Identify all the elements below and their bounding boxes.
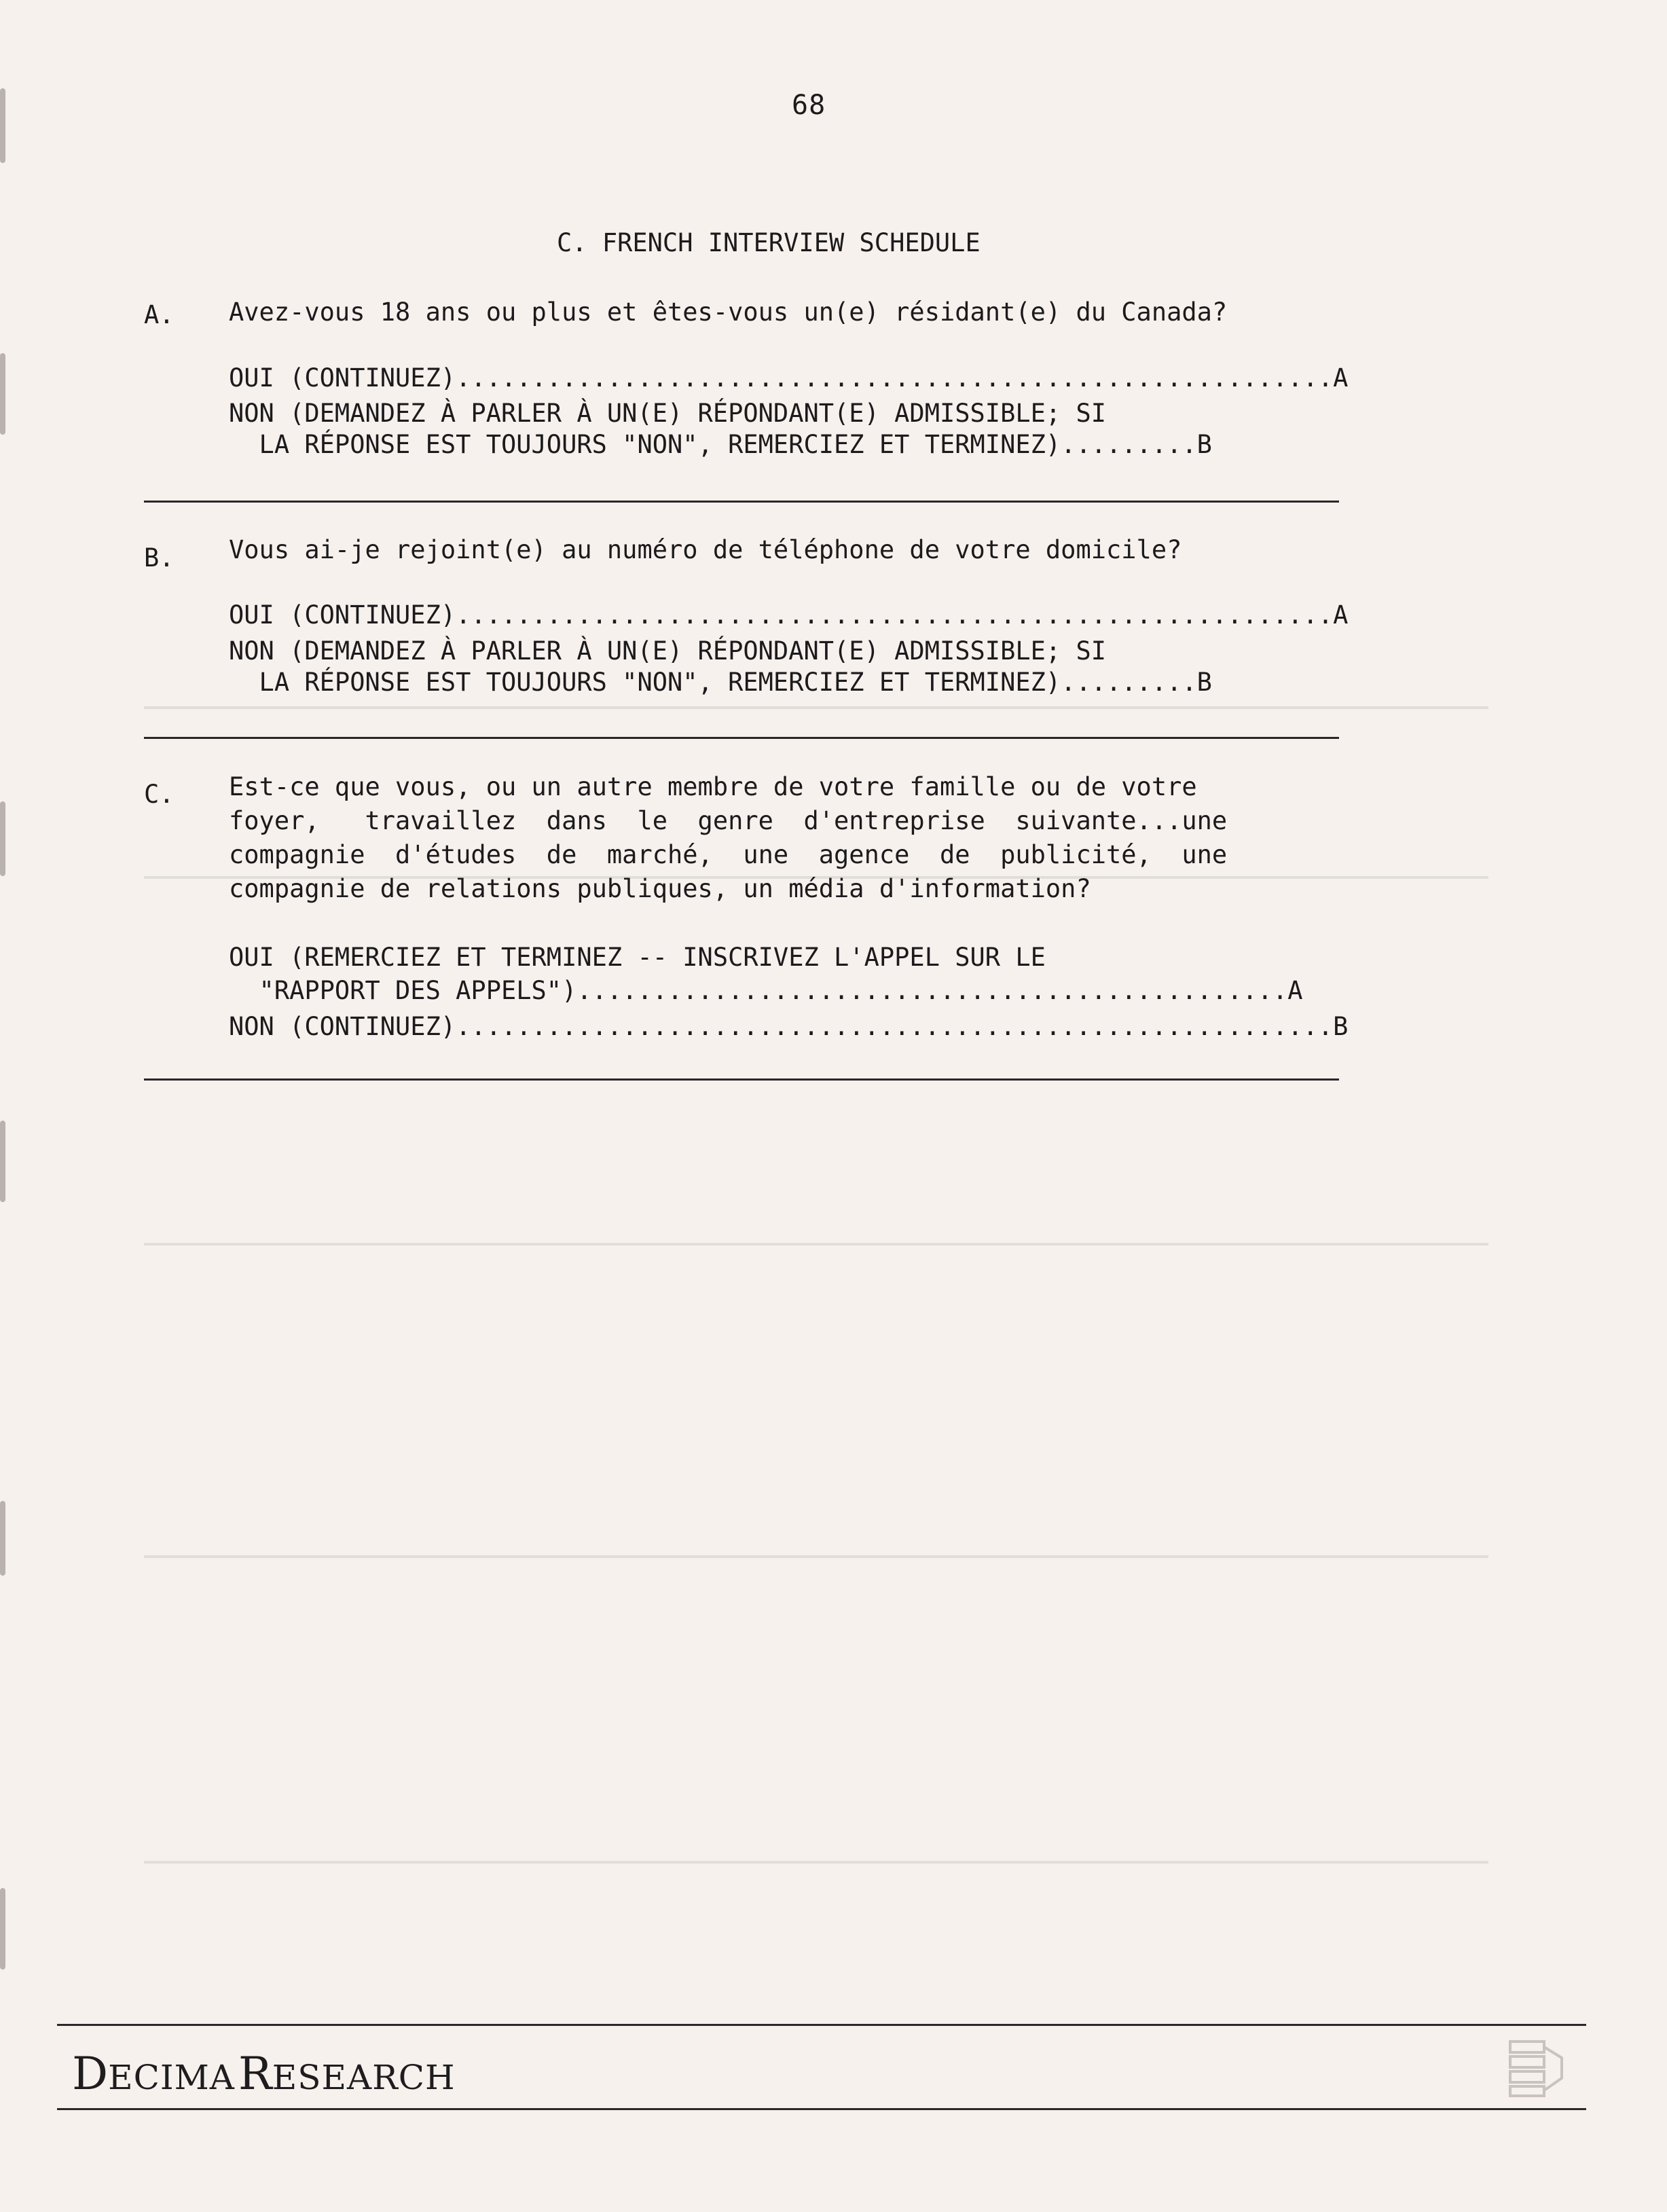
question-a-letter: A. bbox=[144, 300, 175, 329]
divider bbox=[144, 737, 1339, 739]
question-c-text-line: compagnie de relations publiques, un média d'information? bbox=[229, 874, 1091, 903]
page-number: 68 bbox=[792, 90, 826, 121]
question-c-letter: C. bbox=[144, 780, 175, 809]
question-a-option-yes: OUI (CONTINUEZ)..........................................................A bbox=[229, 363, 1349, 393]
question-c-text-line: compagnie d'études de marché, une agence de publicité, une bbox=[229, 840, 1228, 869]
binding-mark bbox=[0, 1888, 5, 1970]
question-c-option-yes: OUI (REMERCIEZ ET TERMINEZ -- INSCRIVEZ L'APPEL SUR LE bbox=[229, 943, 1046, 972]
question-b-option-no: NON (DEMANDEZ À PARLER À UN(E) RÉPONDANT(E) ADMISSIBLE; SI bbox=[229, 636, 1107, 666]
question-c-text-line: Est-ce que vous, ou un autre membre de votre famille ou de votre bbox=[229, 772, 1197, 801]
section-title: C. FRENCH INTERVIEW SCHEDULE bbox=[557, 228, 981, 257]
question-c-option-yes-cont: "RAPPORT DES APPELS")...............................................A bbox=[229, 976, 1303, 1005]
binding-mark bbox=[0, 1501, 5, 1576]
binding-mark bbox=[0, 1121, 5, 1202]
question-b-text: Vous ai-je rejoint(e) au numéro de téléphone de votre domicile? bbox=[229, 535, 1182, 564]
decima-logo-mark-icon bbox=[1506, 2037, 1567, 2099]
binding-mark bbox=[0, 801, 5, 876]
question-a-option-no: NON (DEMANDEZ À PARLER À UN(E) RÉPONDANT(E) ADMISSIBLE; SI bbox=[229, 399, 1107, 428]
question-b-option-yes: OUI (CONTINUEZ)..........................................................A bbox=[229, 600, 1349, 630]
logo-word: ECIMA bbox=[108, 2058, 235, 2097]
binding-mark bbox=[0, 353, 5, 435]
question-c-option-no: NON (CONTINUEZ)..........................................................B bbox=[229, 1012, 1349, 1041]
footer-rule-top bbox=[57, 2024, 1586, 2026]
divider bbox=[144, 1078, 1339, 1081]
binding-mark bbox=[0, 88, 5, 163]
divider bbox=[144, 501, 1339, 503]
footer-rule-bottom bbox=[57, 2108, 1586, 2110]
question-a-option-no-cont: LA RÉPONSE EST TOUJOURS "NON", REMERCIEZ ET TERMINEZ).........B bbox=[229, 430, 1212, 459]
question-b-option-no-cont: LA RÉPONSE EST TOUJOURS "NON", REMERCIEZ ET TERMINEZ).........B bbox=[229, 668, 1212, 697]
logo-word: ESEARCH bbox=[272, 2058, 456, 2097]
logo-initial: D bbox=[72, 2048, 109, 2100]
question-b-letter: B. bbox=[144, 543, 175, 573]
logo-initial: R bbox=[238, 2048, 272, 2100]
question-a-text: Avez-vous 18 ans ou plus et êtes-vous un(e) résidant(e) du Canada? bbox=[229, 297, 1228, 327]
question-c-text-line: foyer, travaillez dans le genre d'entreprise suivante...une bbox=[229, 806, 1228, 835]
decima-research-logo bbox=[65, 2035, 456, 2100]
